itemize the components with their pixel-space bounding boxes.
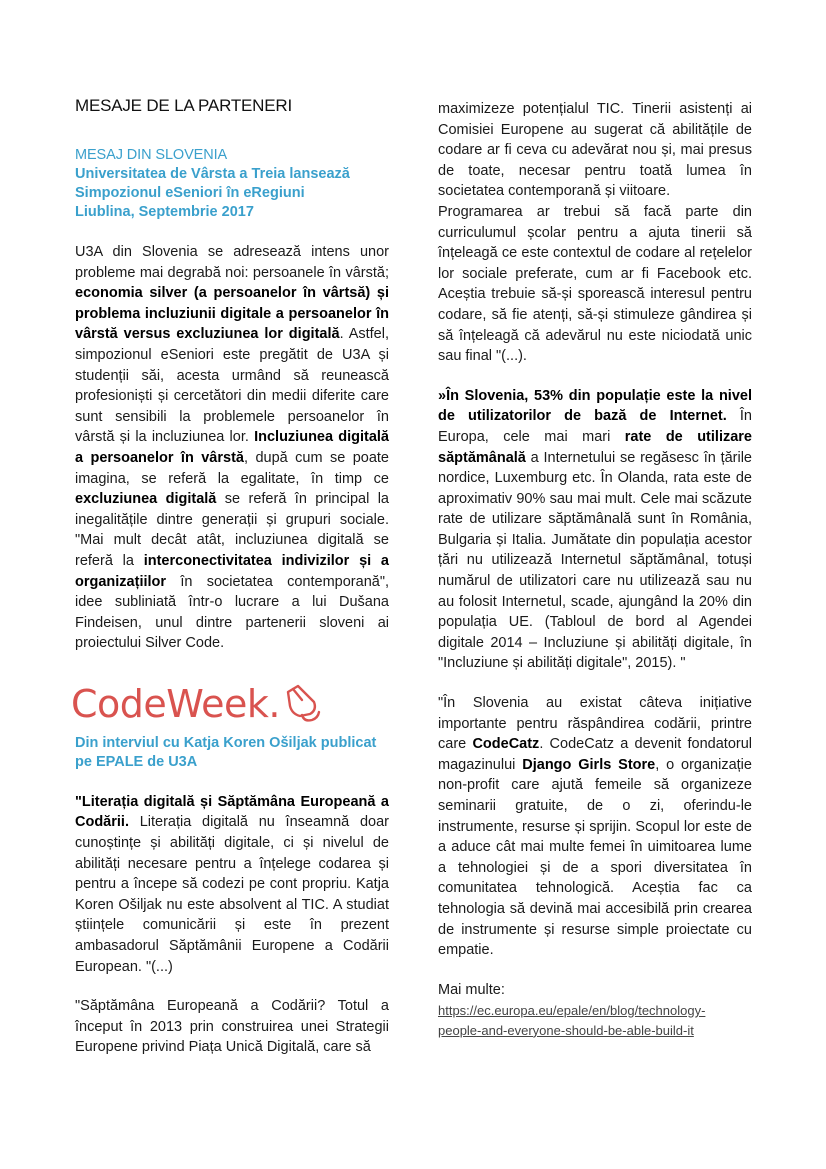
text-run: se referă în principal la inegalitățile dintre generații și grupuri sociale. "Mai mult decât atât, incluziunea digitală se referă la — [75, 491, 389, 569]
more-label: Mai multe: — [438, 981, 505, 998]
emphasis-run: economia silver (a persoanelor în vârtsă) și problema incluziunii digitale a persoanelor în vârstă versus excluziunea lor digitală — [75, 285, 389, 343]
emphasis-run: Incluziunea digitală a persoanelor în vârstă — [75, 429, 389, 466]
codeweek-paragraph: "Săptămâna Europeană a Codării? Totul a început în 2013 prin construirea unei Strategii Europene privind Piața Unică Digitală, care să — [75, 998, 389, 1056]
article-title: Universitatea de Vârsta a Treia lansează Simpozionul eSeniori în eRegiuni — [75, 166, 350, 201]
emphasis-run: rate de utilizare săptămânală — [438, 428, 752, 466]
text-run: "În Slovenia au existat câteva inițiative importante pentru răspândirea codării, printre care — [438, 695, 752, 753]
emphasis-run: Django Girls Store — [522, 756, 656, 773]
programming-paragraph: Programarea ar trebui să facă parte din curriculumul școlar pentru a ajuta tinerii să înțeleagă ce este contextul de codare al rețelelor lor sociale preferate, cum ar fi Facebook etc. Aceștia trebuie să-și sporească interesul pentru codare, să fie atenți, să-și stimuleze gândirea și să înțeleagă că adevărul nu este niciodată unic sau final "(...). — [438, 203, 752, 365]
initiatives-paragraph — [438, 693, 752, 961]
message-origin: MESAJ DIN SLOVENIA — [75, 147, 228, 163]
emphasis-run: »În Slovenia, 53% din populație este la nivel de utilizatorilor de bază de Internet. — [438, 387, 752, 425]
section-heading: MESAJE DE LA PARTENERI — [75, 96, 292, 115]
epale-blog-link[interactable] — [438, 1001, 752, 1041]
text-run: , o organizație non-profit care ajută femeile să organizeze seminarii gratuite, de o zi, oferindu-le instrumente, resurse și sprijin. Scopul lor este de a aduce cât mai multe femei în uimitoarea lume a tehnologiei și de a spori diversitatea în comunitatea tehnologică. Aceștia fac ca tehnologia să devină mai accesibilă prin crearea de instrumente și resurse simple proiectate cu empatie. — [438, 756, 752, 959]
article-dateline: Liublina, Septembrie 2017 — [75, 204, 254, 220]
link-line-2: people-and-everyone-should-be-able-build-it — [438, 1022, 694, 1038]
text-run: . Astfel, simpozionul eSeniori este pregătit de U3A și studenții săi, acesta urmând să reunească profesioniști și cercetători din medii diferite care sunt sensibili la problemele persoanelor în vârstă și la incluziunea lor. — [75, 326, 389, 446]
emphasis-run: interconectivitatea indivizilor și a organizațiilor — [75, 552, 389, 590]
logo-wordmark: CodeWeek. — [71, 681, 280, 726]
computer-mouse-icon — [280, 676, 322, 731]
literacy-paragraph — [75, 792, 389, 977]
text-run: a Internetului se regăsesc în țările nordice, Luxemburg etc. În Olanda, rata este de aproximativ 90% sau mai mult. Cele mai scăzute rate de utilizare săptămânală sunt în România, Bulgaria și Italia. Jumătate din populația acestor țări nu utilizează Internetul săptămânal, totuși numărul de utilizatori care nu utilizează sau nu au folosit Internetul, scade, ajungând la 20% din populația UE. (Tabloul de bord al Agendei digitale 2014 – Incluziune și abilități digitale, în "Incluziune și abilități digitale", 2015). " — [438, 449, 752, 672]
emphasis-run: CodeCatz — [472, 736, 540, 753]
text-run: , după cum se poate imagina, se referă la egalitate, în timp ce — [75, 449, 389, 487]
text-run: . CodeCatz a devenit fondatorul magazinului — [438, 736, 752, 773]
continued-paragraph: maximizeze potențialul TIC. Tinerii asistenți ai Comisiei Europene au sugerat că abilitățile de codare ar fi ceva cu adevărat nou și, mai presus de toate, necesar pentru toată lumea în societatea contemporană și viitoare. — [438, 101, 752, 200]
right-column — [438, 99, 752, 1041]
emphasis-run: "Literația digitală și Săptămâna Europeană a Codării. — [75, 793, 389, 831]
left-column — [71, 96, 389, 1058]
interview-title: Din interviul cu Katja Koren Ošiljak publicat pe EPALE de U3A — [75, 734, 377, 770]
text-run: în societatea contemporană", idee subliniată într-o lucrare a lui Dušana Findeisen, unul dintre partenerii sloveni ai proiectului Silver Code. — [75, 573, 389, 652]
text-run: Literația digitală nu înseamnă doar cunoștințe și abilități digitale, ci și nivelul de abilități necesare pentru a înțelege codarea și pentru a începe să codezi pe cont propriu. Katja Koren Ošiljak nu este absolvent al TIC. A studiat științele comunicării și este în prezent ambasadorul Săptămânii Europene a Codării European. "(...) — [75, 814, 389, 975]
text-run: U3A din Slovenia se adresează intens unor probleme mai degrabă noi: persoanele în vârstă; — [75, 244, 389, 281]
slovenia-paragraph — [75, 242, 389, 654]
emphasis-run: excluziunea digitală — [75, 491, 217, 508]
internet-usage-paragraph — [438, 386, 752, 674]
link-line-1: https://ec.europa.eu/epale/en/blog/technology- — [438, 1002, 706, 1018]
codeweek-logo — [71, 678, 389, 730]
text-run: În Europa, cele mai mari — [438, 408, 752, 445]
